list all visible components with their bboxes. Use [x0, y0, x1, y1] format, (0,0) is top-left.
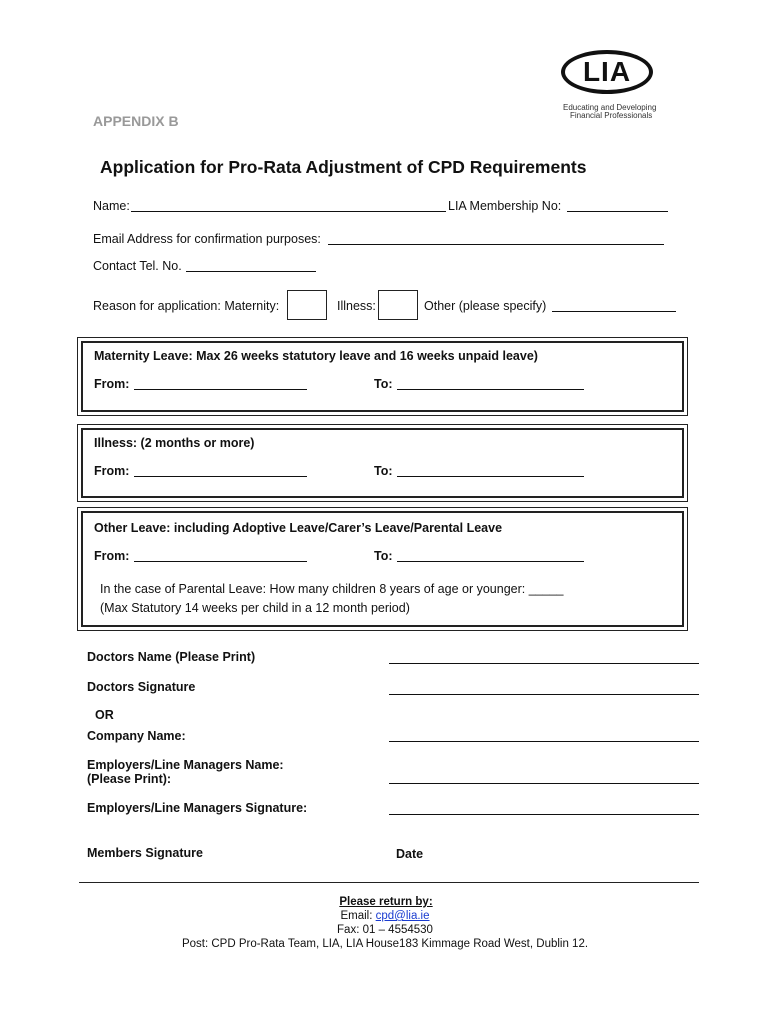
logo-tagline-2: Financial Professionals	[570, 111, 653, 120]
illness-checkbox[interactable]	[378, 290, 418, 320]
return-heading: Please return by:	[339, 896, 433, 908]
employer-name-field[interactable]	[389, 783, 699, 784]
footer-divider	[79, 882, 699, 883]
footer	[0, 895, 770, 951]
logo-text: LIA	[582, 56, 632, 87]
tel-field[interactable]	[186, 271, 316, 272]
date-label: Date	[396, 847, 424, 861]
parental-question: In the case of Parental Leave: How many children 8 years of age or younger: _____	[100, 582, 564, 596]
illness-from-label: From:	[94, 464, 130, 478]
employer-signature-label: Employers/Line Managers Signature:	[87, 801, 308, 815]
fax-line: Fax: 01 – 4554530	[337, 924, 433, 936]
other-label: Other (please specify)	[424, 299, 547, 313]
employer-name-print-label: (Please Print):	[87, 772, 172, 786]
email-field[interactable]	[328, 244, 664, 245]
name-field[interactable]	[131, 211, 446, 212]
form-title: Application for Pro-Rata Adjustment of CPD Requirements	[100, 157, 587, 177]
other-from-field[interactable]	[134, 561, 307, 562]
footer-email-line	[0, 909, 770, 923]
post-line: Post: CPD Pro-Rata Team, LIA, LIA House183 Kimmage Road West, Dublin 12.	[181, 938, 589, 950]
other-to-field[interactable]	[397, 561, 584, 562]
other-to-label: To:	[374, 549, 393, 563]
email-label: Email Address for confirmation purposes:	[93, 232, 321, 246]
company-name-field[interactable]	[389, 741, 699, 742]
company-name-label: Company Name:	[87, 729, 186, 743]
maternity-heading: Maternity Leave: Max 26 weeks statutory leave and 16 weeks unpaid leave)	[94, 349, 538, 363]
maternity-to-label: To:	[374, 377, 393, 391]
other-heading: Other Leave: including Adoptive Leave/Carer’s Leave/Parental Leave	[94, 521, 503, 535]
name-label: Name:	[93, 199, 130, 213]
doctor-signature-label: Doctors Signature	[87, 680, 196, 694]
maternity-from-field[interactable]	[134, 389, 307, 390]
other-field[interactable]	[552, 311, 676, 312]
other-from-label: From:	[94, 549, 130, 563]
doctor-signature-field[interactable]	[389, 694, 699, 695]
maternity-from-label: From:	[94, 377, 130, 391]
employer-name-label: Employers/Line Managers Name:	[87, 758, 284, 772]
or-label: OR	[95, 708, 114, 722]
doctor-name-label: Doctors Name (Please Print)	[87, 650, 256, 664]
reason-label: Reason for application: Maternity:	[93, 299, 280, 313]
maternity-checkbox[interactable]	[287, 290, 327, 320]
illness-to-label: To:	[374, 464, 393, 478]
membership-field[interactable]	[567, 211, 668, 212]
illness-to-field[interactable]	[397, 476, 584, 477]
membership-label: LIA Membership No:	[448, 199, 562, 213]
illness-from-field[interactable]	[134, 476, 307, 477]
tel-label: Contact Tel. No.	[93, 259, 182, 273]
member-signature-label: Members Signature	[87, 846, 204, 860]
appendix-label: APPENDIX B	[93, 113, 179, 129]
email-prefix: Email:	[340, 910, 376, 922]
logo-tagline-1: Educating and Developing	[563, 103, 657, 112]
parental-note: (Max Statutory 14 weeks per child in a 12 month period)	[100, 601, 410, 615]
illness-heading: Illness: (2 months or more)	[94, 436, 255, 450]
maternity-to-field[interactable]	[397, 389, 584, 390]
illness-label: Illness:	[337, 299, 376, 313]
email-link[interactable]: cpd@lia.ie	[375, 910, 430, 922]
employer-signature-field[interactable]	[389, 814, 699, 815]
doctor-name-field[interactable]	[389, 663, 699, 664]
